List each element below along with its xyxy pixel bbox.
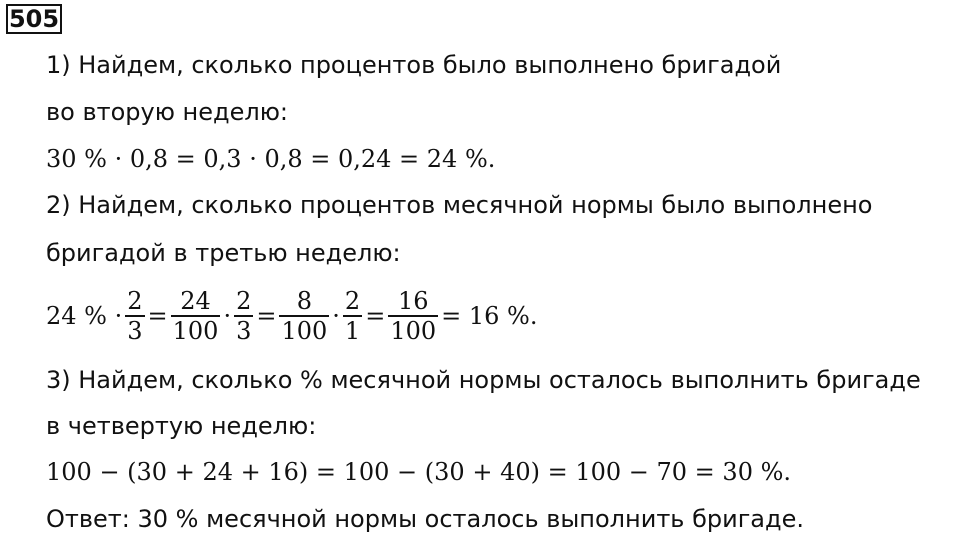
step1-text-line1: 1) Найдем, сколько процентов было выполнено бригадой <box>46 51 782 79</box>
answer-line: Ответ: 30 % месячной нормы осталось выполнить бригаде. <box>46 505 805 533</box>
equals-sign-2: = <box>256 302 277 330</box>
fraction-4-numerator: 8 <box>296 287 313 315</box>
fraction-2-numerator: 24 <box>180 287 211 315</box>
fraction-3-denominator: 3 <box>236 317 252 345</box>
step1-calculation: 30 % · 0,8 = 0,3 · 0,8 = 0,24 = 24 %. <box>46 145 496 173</box>
calc-end: = 16 %. <box>441 302 538 330</box>
fraction-6-numerator: 16 <box>397 287 429 315</box>
step2-text-line2: бригадой в третью неделю: <box>46 239 401 267</box>
fraction-4-denominator: 100 <box>281 317 328 345</box>
fraction-3 <box>234 287 253 345</box>
fraction-3-numerator: 2 <box>236 287 252 315</box>
equals-sign-3: = <box>365 302 386 330</box>
step2-calculation <box>46 283 537 349</box>
calc-start: 24 % · <box>46 302 123 330</box>
fraction-1-denominator: 3 <box>127 317 143 345</box>
step3-text-line1: 3) Найдем, сколько % месячной нормы осталось выполнить бригаде <box>46 366 921 394</box>
fraction-5-denominator: 1 <box>344 317 361 345</box>
fraction-5 <box>343 287 362 345</box>
fraction-1 <box>125 287 144 345</box>
step3-calculation: 100 − (30 + 24 + 16) = 100 − (30 + 40) = 100 − 70 = 30 %. <box>46 458 792 486</box>
multiply-sign-1: · <box>223 302 232 330</box>
step2-text-line1: 2) Найдем, сколько процентов месячной нормы было выполнено <box>46 191 873 219</box>
fraction-5-numerator: 2 <box>344 287 361 315</box>
fraction-1-numerator: 2 <box>127 287 143 315</box>
problem-number: 505 <box>6 4 62 34</box>
step1-text-line2: во вторую неделю: <box>46 98 288 126</box>
fraction-2-denominator: 100 <box>172 317 219 345</box>
multiply-sign-2: · <box>332 302 340 330</box>
fraction-6-denominator: 100 <box>390 317 437 345</box>
step3-text-line2: в четвертую неделю: <box>46 412 317 440</box>
fraction-4 <box>279 287 329 345</box>
equals-sign-1: = <box>147 302 168 330</box>
fraction-6 <box>388 287 438 345</box>
fraction-2 <box>171 287 221 345</box>
